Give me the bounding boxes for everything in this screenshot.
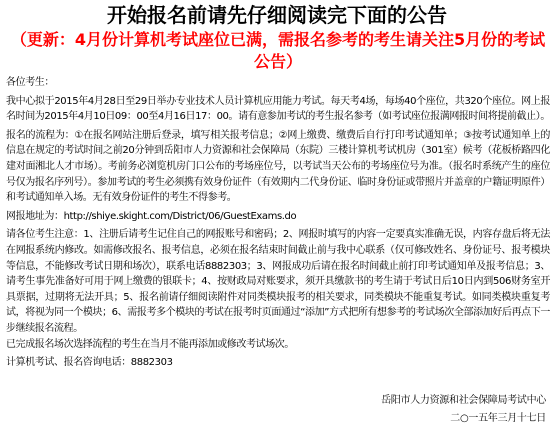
registration-site-line: 网报地址为：http://shiye.skight.com/District/06/GuestExams.do [6, 210, 297, 222]
paragraph-registration-process: 报名的流程为：①在报名网站注册后登录，填写相关报考信息；②网上缴费、缴费后自行打印考试通知单；③按考试通知单上的信息在规定的考试时间之前20分钟到岳阳市人力资源和社会保障局（东院）三楼计算机考试机房（301室）候考（花板桥路四化建对面湘北人才市场）。考前务必浏览机房门口公布的考场座位号，以考试当天公布的考场座位号为准。（报名时系统产生的座位号仅为报名序列号）。参加考试的考生必须携有效身份证件（有效期内二代身份证、临时身份证或带照片并盖章的户籍证明原件）和考试通知单入场。无有效身份证件的考生不得参考。 [6, 129, 550, 204]
issuing-organization: 岳阳市人力资源和社会保障局考试中心 [381, 395, 546, 406]
notice-title: 开始报名前请先仔细阅读完下面的公告 [107, 3, 447, 27]
greeting: 各位考生： [6, 77, 54, 88]
paragraph-exam-schedule: 我中心拟于2015年4月28日至29日举办专业技术人员计算机应用能力考试。每天考4场，每场40个座位，共320个座位。网上报名时间为2015年4月10日09：00至4月16日17：00。请有意参加考试的考生报名参考（如考试座位报满网报时间将提前截止）。 [6, 95, 550, 123]
notice-body [6, 75, 550, 371]
paragraph-no-changes: 已完成报名场次选择流程的考生在当月不能再添加或修改考试场次。 [6, 338, 294, 350]
contact-phone: 计算机考试、报名咨询电话：8882303 [6, 357, 173, 369]
update-notice: （更新：4月份计算机考试座位已满，需报名参考的考生请关注5月份的考试公告） [10, 30, 546, 71]
issue-date: 二○一五年三月十七日 [450, 413, 546, 424]
paragraph-attention-notes: 请各位考生注意：1、注册后请考生记住自己的网报账号和密码；2、网报时填写的内容一定要真实准确无误，内容存盘后将无法在网报系统内修改。如需修改报名、报考信息，必须在报名结束时间截止前与我中心联系（仅可修改姓名、身份证号、报考模块等信息，不能修改考试日期和场次），联系电话8882303；3、网报成功后请在报名时间截止前打印考试通知单及报考信息；3、请考生事先准备好可用于网上缴费的银联卡；4、按财政局对账要求，须开具缴款书的考生请于考试日后10日内到506财务室开具票据，过期将无法开具；5、报名前请仔细阅读附件对同类模块报考的相关要求，同类模块不能重复考试。如同类模块重复考试，将视为同一个模块；6、需报考多个模块的考试在报考时页面通过“添加”方式把所有想参考的考试场次全部添加好后再点下一步继续报名流程。 [6, 229, 550, 334]
